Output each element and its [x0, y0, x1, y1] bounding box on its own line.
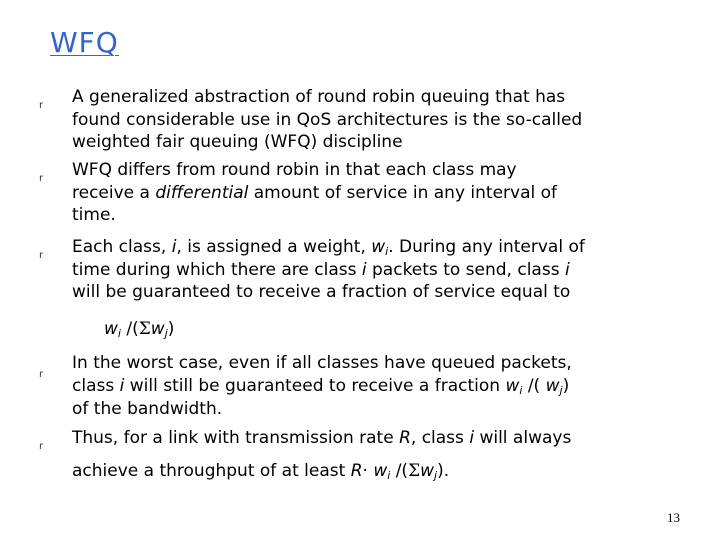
- bullet-4-line-1: In the worst case, even if all classes have queued packets,: [72, 353, 572, 373]
- page-number: 13: [667, 510, 680, 525]
- bullet-2-line-3: time.: [72, 205, 116, 225]
- bullet-1-line-2: found considerable use in QoS architectures is the so-called: [72, 110, 583, 130]
- formula-weight-fraction: $w_i$ $/(\Sigma w_j)$: [104, 319, 175, 340]
- bullet-3-line-3: will be guaranteed to receive a fraction of service equal to: [72, 282, 571, 302]
- bullet-4-line-2: class i will still be guaranteed to receive a fraction $w_i$ /( $w_j$): [72, 376, 570, 397]
- bullet-1-line-3: weighted fair queuing (WFQ) discipline: [72, 132, 403, 152]
- bullet-marker: r: [39, 250, 44, 261]
- bullet-1-line-1: A generalized abstraction of round robin queuing that has: [72, 87, 566, 107]
- bullet-2-line-2: receive a differential amount of service in any interval of: [72, 183, 558, 203]
- bullet-2-line-1: WFQ differs from round robin in that each class may: [72, 160, 517, 180]
- bullet-marker: r: [39, 369, 44, 380]
- bullet-3-line-2: time during which there are class i packets to send, class i: [72, 260, 570, 280]
- bullet-marker: r: [39, 173, 44, 184]
- bullet-4-line-3: of the bandwidth.: [72, 399, 223, 419]
- bullet-marker: r: [39, 100, 44, 111]
- slide-title: WFQ: [50, 26, 119, 59]
- bullet-3-line-1: Each class, i, is assigned a weight, $w_i$. During any interval of: [72, 237, 585, 258]
- bullet-marker: r: [39, 441, 44, 452]
- bullet-5-line-1: Thus, for a link with transmission rate R, class i will always: [72, 428, 572, 448]
- bullet-5-line-2: achieve a throughput of at least $R\cdot w_i$ $/(\Sigma w_j)$.: [72, 461, 450, 482]
